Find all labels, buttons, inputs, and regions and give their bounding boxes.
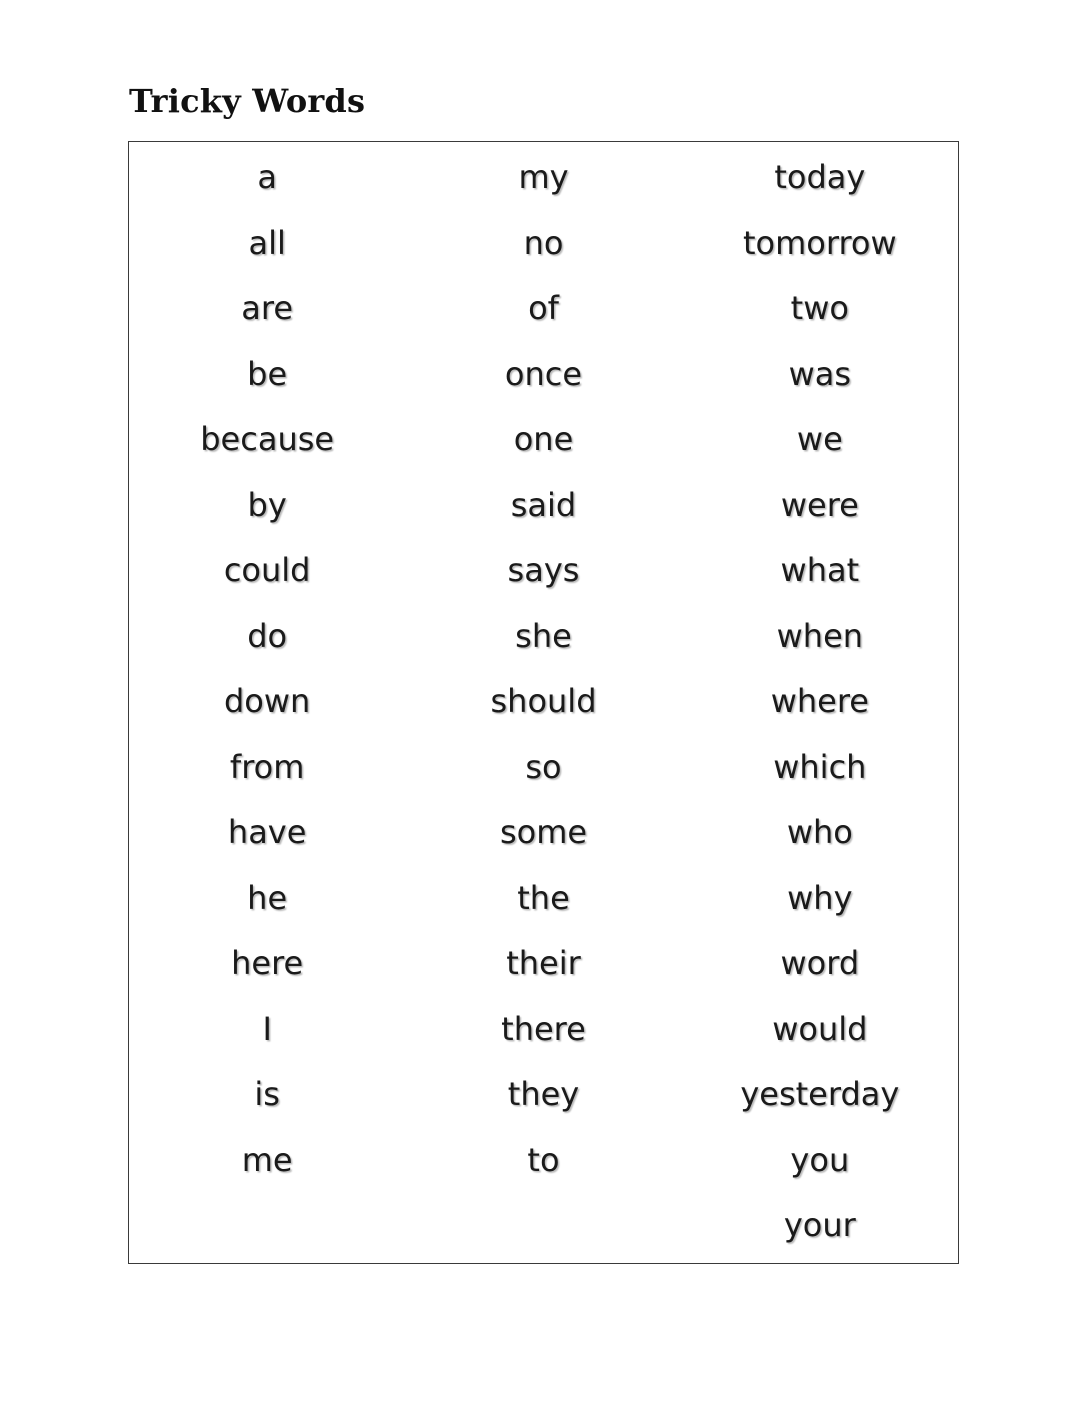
word-item: one [513, 420, 574, 458]
word-item: today [774, 158, 866, 196]
word-item: we [796, 420, 843, 458]
word-item: two [790, 289, 849, 327]
word-item: said [510, 485, 577, 524]
word-item: I [262, 1009, 272, 1048]
word-item: once [504, 354, 583, 393]
word-item: be [247, 354, 288, 393]
word-item: all [248, 223, 286, 262]
word-item: no [523, 223, 564, 262]
word-item: would [772, 1009, 868, 1048]
word-item: should [490, 682, 597, 720]
word-item: he [247, 878, 288, 917]
word-item: you [790, 1140, 850, 1179]
word-item: yesterday [740, 1075, 900, 1113]
word-item: from [229, 747, 305, 786]
word-item: because [200, 420, 335, 458]
word-item: is [254, 1075, 280, 1113]
word-item: some [499, 813, 588, 851]
word-item: down [223, 682, 311, 720]
word-item: to [527, 1140, 560, 1179]
word-column-1 [129, 142, 405, 1266]
word-item: here [231, 944, 304, 982]
word-item: were [780, 485, 859, 524]
word-item: who [786, 813, 853, 851]
word-table [128, 141, 959, 1264]
word-item: are [241, 289, 294, 327]
word-item: was [788, 354, 852, 393]
word-column-2 [405, 142, 681, 1266]
word-item: which [773, 747, 867, 786]
word-item: she [515, 616, 572, 655]
word-item: their [506, 944, 581, 982]
word-item: tomorrow [742, 223, 897, 262]
word-column-3 [682, 142, 958, 1266]
word-item: they [507, 1075, 580, 1113]
word-item: the [517, 878, 570, 917]
word-item: so [525, 747, 562, 786]
page-title: Tricky Words [129, 82, 366, 120]
word-item: of [528, 289, 559, 327]
word-item: why [787, 878, 853, 917]
word-item: what [780, 551, 860, 589]
word-item: do [247, 616, 288, 655]
word-item: your [783, 1206, 856, 1244]
word-item: have [227, 813, 307, 851]
word-item: me [241, 1140, 293, 1179]
word-item: my [518, 158, 569, 196]
word-item: when [776, 616, 864, 655]
word-item: where [770, 682, 869, 720]
word-item: could [223, 551, 311, 589]
word-item: by [247, 485, 287, 524]
word-item: word [780, 944, 860, 982]
word-item: says [507, 551, 580, 589]
word-item: there [501, 1009, 586, 1048]
word-item: a [257, 158, 277, 196]
